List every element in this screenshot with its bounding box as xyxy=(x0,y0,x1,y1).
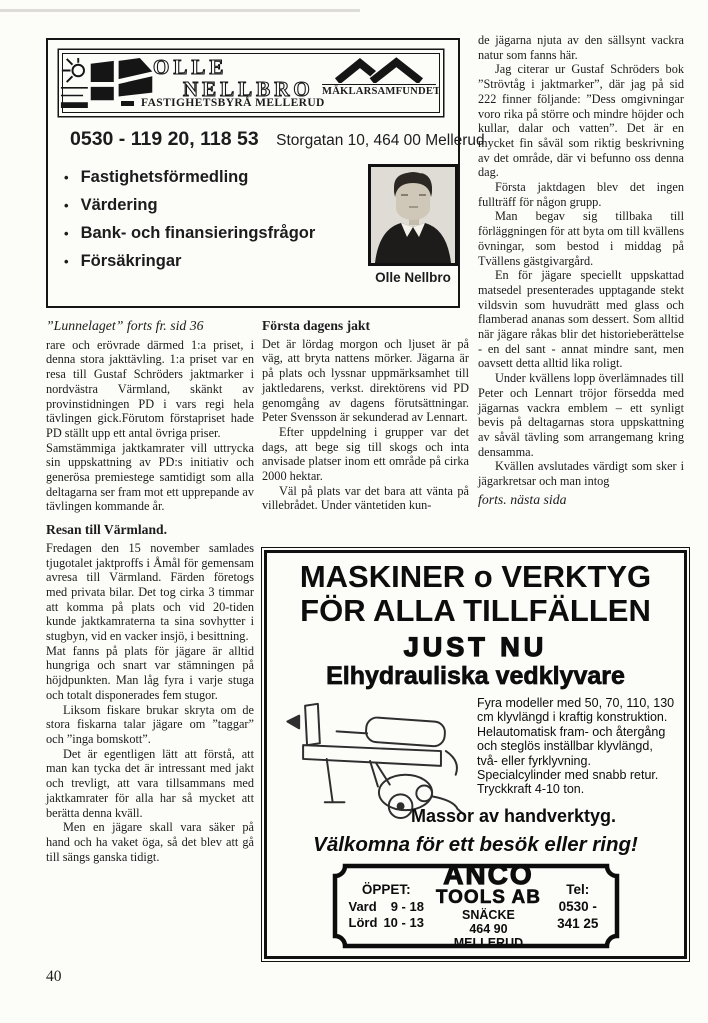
logo-name-line1: OLLE xyxy=(153,55,228,79)
opening-hours xyxy=(347,882,426,931)
article-column-3 xyxy=(478,33,684,508)
bullet-icon: • xyxy=(64,198,69,213)
ad-body-text: Fyra modeller med 50, 70, 110, 130 cm klyvlängd i kraftig konstruktion. Helautomatisk fram- och återgång och steglös inställbar klyvlängd, två- eller fyrklyvning. Specialcylinder med snabb retur. Tryckkraft 4-10 ton. xyxy=(477,696,675,797)
ad-product-row xyxy=(267,690,684,820)
paragraph: Man begav sig tillbaka till förläggningen för att byta om till kvällens övningar, som bestod i middag på Tvällens gästgivargård. xyxy=(478,209,684,268)
tel-number-line1: 0530 - xyxy=(558,898,597,914)
time-value: 9 - 18 xyxy=(390,898,424,914)
portrait-illustration xyxy=(371,167,455,263)
logo-name-line2: NELLBRO xyxy=(183,77,314,101)
list-item xyxy=(64,224,315,243)
contact-line xyxy=(70,128,485,151)
logo-byline xyxy=(121,97,325,109)
ad-tagline-welcome: Välkomna för ett besök eller ring! xyxy=(313,833,638,856)
paragraph: Liksom fiskare brukar skryta om de stora fiskarna talar jägare om ”taggar” och ”inga bomskott”. xyxy=(46,702,254,746)
ad-tagline-tools: Massor av handverktyg. xyxy=(410,806,617,826)
photo-caption: Olle Nellbro xyxy=(375,270,451,285)
nellbro-realtor-ad xyxy=(46,38,485,308)
list-item xyxy=(64,252,315,271)
bullet-icon: • xyxy=(64,226,69,241)
section-subhead: Resan till Värmland. xyxy=(46,522,167,538)
dash-icon xyxy=(121,101,134,106)
telephone-block xyxy=(551,881,605,932)
anco-address-plaque xyxy=(331,859,621,950)
paragraph: Första jaktdagen blev det ingen fullträff för någon grupp. xyxy=(478,180,684,209)
portrait-figure xyxy=(368,164,458,285)
plaque-content xyxy=(347,859,605,950)
paragraph: Under kvällens lopp överlämnades till Peter och Lennart tröjor försedda med jägarnas vackra emblem – ett synligt bevis på deltagarnas stora uppskattning av såväl tävling som arrangemang kring densamma. xyxy=(478,371,684,459)
hours-row xyxy=(347,899,426,915)
ad-headline-line2: FÖR ALLA TILLFÄLLEN xyxy=(300,593,651,628)
anco-tools-ad xyxy=(261,547,690,962)
ad-offer-subheading: Elhydrauliska vedklyvare xyxy=(326,662,625,690)
logo-byline-text: FASTIGHETSBYRÅ MELLERUD xyxy=(141,97,325,109)
bullet-icon: • xyxy=(64,170,69,185)
company-postal-address: 464 90 MELLERUD xyxy=(453,922,524,950)
paragraph: Samstämmiga jaktkamrater vill uttrycka sin uppskattning av PD:s initiativ och generösa premiestege samtidigt som alla deltagarna ser fram mot ett upprepande av tävlingen kommande år. xyxy=(46,440,254,514)
paragraph: Kvällen avslutades värdigt som sker i jägarkretsar och man intog xyxy=(478,459,684,489)
ad-offer-heading: JUST NU xyxy=(403,632,548,662)
street-address: Storgatan 10, 464 00 Mellerud xyxy=(276,132,485,149)
continued-next-page-note: forts. nästa sida xyxy=(478,491,567,507)
company-location: SNÄCKE xyxy=(462,908,515,922)
company-name: ANCO xyxy=(443,859,534,890)
phone-number: 0530 - 119 20, 118 53 xyxy=(70,128,259,150)
services-list xyxy=(64,168,315,280)
service-label: Fastighetsförmedling xyxy=(80,168,249,186)
anco-ad-inner-border xyxy=(264,550,687,959)
tel-number-line2: 341 25 xyxy=(557,915,599,931)
log-splitter-illustration xyxy=(273,692,475,820)
service-label: Bank- och finansieringsfrågor xyxy=(80,224,316,242)
roof-logo-icon xyxy=(329,57,429,83)
company-block xyxy=(434,859,543,950)
article-column-2 xyxy=(262,319,469,513)
paragraph: Det är lördag morgon och ljuset är på väg, att bryta nattens mörker. Jägarna är på plats och lyssnar uppmärksamhet till jaktledarens, verkst. direktörens vid PD genomgång av dagens förutsättningar. Peter Svensson är sekunderad av Lennart. xyxy=(262,336,469,425)
nellbro-logo xyxy=(62,53,440,113)
paragraph: de jägarna njuta av den sällsynt vackra natur som fanns här. xyxy=(478,33,684,62)
bullet-icon: • xyxy=(64,254,69,269)
scan-artifact xyxy=(0,9,360,12)
paragraph: Väl på plats var det bara att vänta på villebrådet. Under väntetiden kun- xyxy=(262,483,469,513)
maklarsamfundet-block xyxy=(322,57,441,97)
service-label: Försäkringar xyxy=(80,252,182,270)
paragraph: Fredagen den 15 november samlades tjugotalet jaktproffs i Åmål för gemensam avresa till Värmland. Färden företogs med privata bilar. Det tog cirka 3 timmar att komma på plats och vid 20-tiden kunde jaktkamraterna ta sina sovhytter i stugbyn, vid en vacker insjö, i besittning. xyxy=(46,540,254,644)
paragraph: Jag citerar ur Gustaf Schröders bok ”Strövtåg i jaktmarker”, där jag på sid 222 finner följande: ”Dess omgivningar voro rika på större och mindre höjder och kullar, dalar och vatten”. Det är en mycket fin såväl som riktig beskrivning av det område, där vi befunno oss denna dag. xyxy=(478,62,684,180)
paragraph: rare och erövrade därmed 1:a priset, i denna stora jakttävling. 1:a priset var en resa till Gustaf Schröders jaktmarker i nordvästra Värmland, skänkt av provinstidningen PD i vars regi hela tävlingen gick.Förutom förstapriset hade PD ställt upp ett antal övriga priser. xyxy=(46,337,254,440)
paragraph: Men en jägare skall vara säker på hand och ha vaket öga, så det blev att gå till sängs ganska tidigt. xyxy=(46,820,254,864)
open-label: ÖPPET: xyxy=(361,881,411,897)
divider xyxy=(322,84,436,85)
company-name-line2: TOOLS AB xyxy=(435,887,541,908)
day-label: Lörd xyxy=(348,914,378,930)
tel-label: Tel: xyxy=(566,881,590,897)
section-subhead: Första dagens jakt xyxy=(262,318,370,333)
list-item xyxy=(64,196,315,215)
paragraph: En för jägare speciellt uppskattad matsedel presenterades upptagande stekt vildsvin som huvudrätt med glass och flamberad ananas som dessert. Som alltid när jägare råkas blir det historieberättelse - en del sant - annat mindre sant, men oavsett detta alltid lika roligt. xyxy=(478,268,684,371)
portrait-photo xyxy=(368,164,458,266)
time-value: 10 - 13 xyxy=(383,914,424,930)
article-continuation-header: ”Lunnelaget” forts fr. sid 36 xyxy=(46,318,204,333)
list-item xyxy=(64,168,315,187)
ad-headline-line1: MASKINER o VERKTYG xyxy=(299,559,652,594)
association-name: MÄKLARSAMFUNDET xyxy=(322,86,441,97)
paragraph: Efter uppdelning i grupper var det dags, att bege sig till skogs och inta anvisade platser inom ett område på cirka 2000 hektar. xyxy=(262,424,469,484)
day-label: Vard xyxy=(348,898,377,914)
page-number: 40 xyxy=(46,968,62,985)
hours-row xyxy=(347,915,426,931)
paragraph: Mat fanns på plats för jägare är alltid hungriga och snart var stämningen på höjdpunkten. Man låg fyra i varje stuga och totalt disponerades fem stugor. xyxy=(46,643,254,702)
paragraph: Det är egentligen lätt att förstå, att man kan tycka det är intressant med jakt och trevligt, att vara tillsammans med jaktkamrater för alla har så mycket att berätta denna kväll. xyxy=(46,746,254,820)
article-column-1 xyxy=(46,319,254,864)
service-label: Värdering xyxy=(80,196,158,214)
